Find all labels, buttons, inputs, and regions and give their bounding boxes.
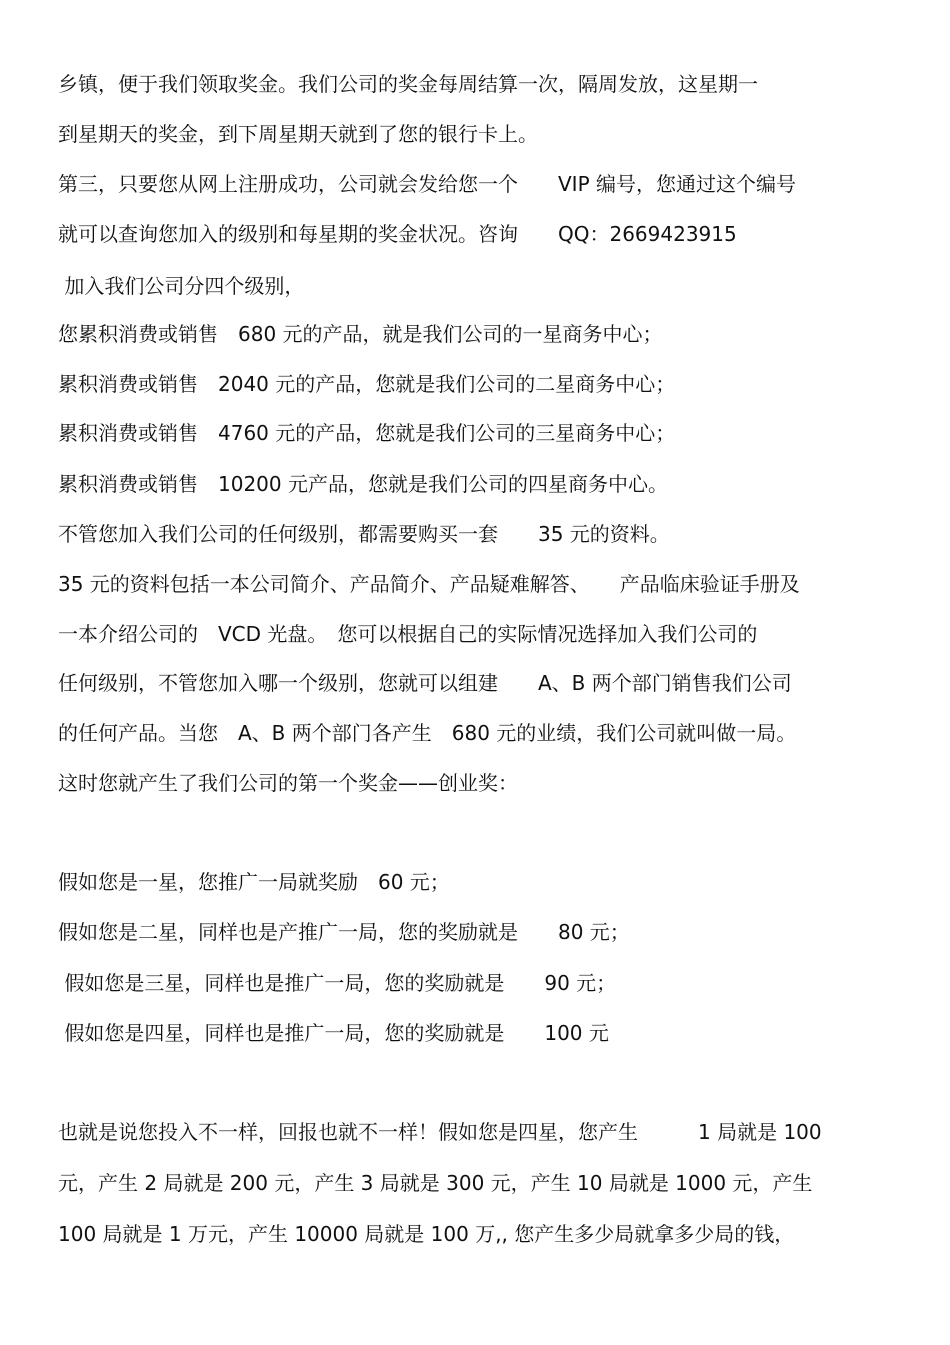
text-line: 100 局就是 1 万元，产生 10000 局就是 100 万,, 您产生多少局就拿多少局的钱， bbox=[58, 1222, 795, 1246]
text-line: 累积消费或销售 10200 元产品，您就是我们公司的四星商务中心。 bbox=[58, 472, 668, 496]
text-line: 您累积消费或销售 680 元的产品，就是我们公司的一星商务中心； bbox=[58, 322, 663, 346]
text-line: 就可以查询您加入的级别和每星期的奖金状况。咨询 QQ：2669423915 bbox=[58, 222, 737, 246]
text-line: 一本介绍公司的 VCD 光盘。 您可以根据自己的实际情况选择加入我们公司的 bbox=[58, 622, 758, 646]
text-line: 第三，只要您从网上注册成功，公司就会发给您一个 VIP 编号，您通过这个编号 bbox=[58, 172, 796, 196]
text-line: 到星期天的奖金，到下周星期天就到了您的银行卡上。 bbox=[58, 122, 538, 146]
text-line: 不管您加入我们公司的任何级别，都需要购买一套 35 元的资料。 bbox=[58, 522, 670, 546]
text-line: 假如您是二星，同样也是产推广一局，您的奖励就是 80 元； bbox=[58, 920, 630, 944]
text-line: 元，产生 2 局就是 200 元，产生 3 局就是 300 元，产生 10 局就是 1000 元，产生 bbox=[58, 1171, 813, 1195]
text-line: 也就是说您投入不一样，回报也就不一样！假如您是四星，您产生 1 局就是 100 bbox=[58, 1120, 822, 1144]
text-line: 任何级别，不管您加入哪一个级别，您就可以组建 A、B 两个部门销售我们公司 bbox=[58, 671, 792, 695]
text-line: 假如您是一星，您推广一局就奖励 60 元； bbox=[58, 870, 450, 894]
text-line: 累积消费或销售 4760 元的产品，您就是我们公司的三星商务中心； bbox=[58, 421, 676, 445]
text-line: 累积消费或销售 2040 元的产品，您就是我们公司的二星商务中心； bbox=[58, 372, 676, 396]
text-line: 假如您是四星，同样也是推广一局，您的奖励就是 100 元 bbox=[58, 1021, 609, 1045]
text-line: 乡镇，便于我们领取奖金。我们公司的奖金每周结算一次，隔周发放，这星期一 bbox=[58, 72, 758, 96]
text-line: 35 元的资料包括一本公司简介、产品简介、产品疑难解答、 产品临床验证手册及 bbox=[58, 572, 800, 596]
text-line: 的任何产品。当您 A、B 两个部门各产生 680 元的业绩，我们公司就叫做一局。 bbox=[58, 721, 797, 745]
text-line: 假如您是三星，同样也是推广一局，您的奖励就是 90 元； bbox=[58, 971, 617, 995]
text-line: 加入我们公司分四个级别， bbox=[58, 274, 305, 298]
text-line: 这时您就产生了我们公司的第一个奖金——创业奖： bbox=[58, 771, 518, 795]
